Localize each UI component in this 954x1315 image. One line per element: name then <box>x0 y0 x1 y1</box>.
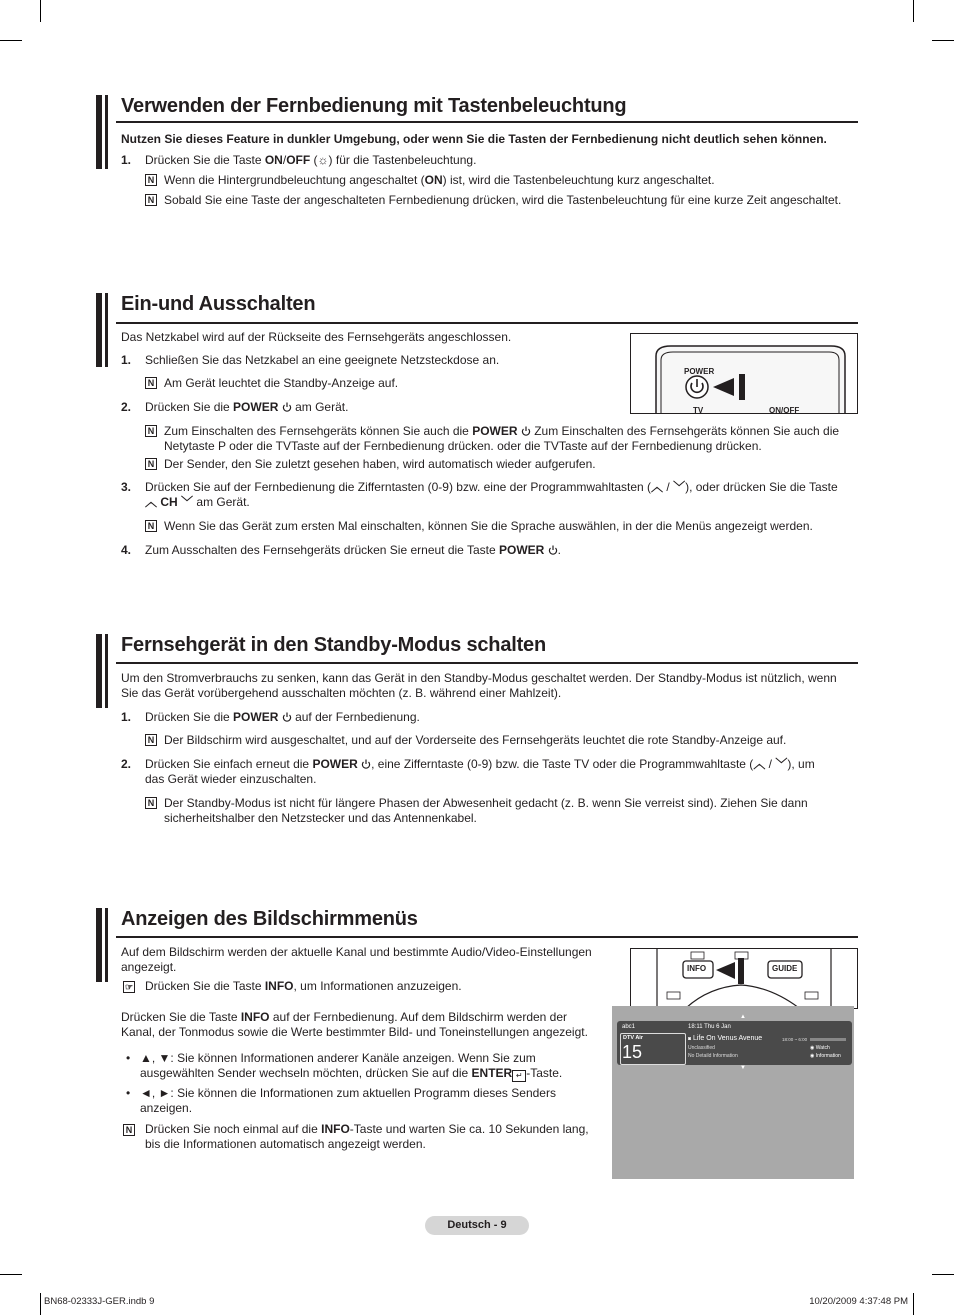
note-text: Sobald Sie eine Taste der angeschalteten Fernbedienung drücken, wird die Tastenbeleuchtung für eine kurze Zeit angeschaltet. <box>164 193 842 207</box>
crop-mark <box>913 1293 914 1315</box>
section-title: Anzeigen des Bildschirmmenüs <box>121 908 418 930</box>
chevron-down-icon: ﹀ <box>181 495 194 509</box>
osd-detail: No Detaild Information <box>688 1053 738 1059</box>
section-bar <box>96 634 102 708</box>
note-icon: N <box>145 734 157 746</box>
note-text: Der Sender, den Sie zuletzt gesehen haben, wird automatisch wieder aufgerufen. <box>164 457 596 471</box>
remote-info-drawing <box>631 949 857 1008</box>
remote-tv-label: TV <box>693 406 704 414</box>
osd-information: ◉ Information <box>810 1053 841 1059</box>
note-text: Drücken Sie noch einmal auf die INFO-Taste und warten Sie ca. 10 Sekunden lang, bis die Informationen automatisch angezeigt werden. <box>145 1122 589 1151</box>
crop-mark <box>932 40 954 41</box>
note-text: Der Standby-Modus ist nicht für längere Phasen der Abwesenheit gedacht (z. B. wenn Sie verreist sind). Ziehen Sie dann sicherheitshalber den Netzstecker und das Antennenkabel. <box>164 796 808 825</box>
section-bar <box>105 95 108 169</box>
section-bar <box>96 95 102 169</box>
section-title: Ein-und Ausschalten <box>121 293 316 315</box>
note-icon: N <box>145 458 157 470</box>
power-icon <box>282 711 292 721</box>
remote-guide-label: GUIDE <box>772 964 798 973</box>
bullet-text: ▲, ▼: Sie können Informationen anderer Kanäle anzeigen. Wenn Sie zum ausgewählten Sender wechseln möchten, drücken Sie auf die ENTER ↵ -Taste. <box>140 1051 563 1080</box>
step-number: 2. <box>121 757 132 771</box>
step-text: Drücken Sie die Taste ON/OFF (☼) für die Tastenbeleuchtung. <box>145 153 477 167</box>
step-text: Drücken Sie die POWER auf der Fernbedienung. <box>145 710 420 724</box>
tip-icon: ☞ <box>124 982 134 992</box>
bullet-marker: • <box>126 1051 131 1065</box>
section-onscreen-display <box>96 908 858 1188</box>
note-text: Wenn Sie das Gerät zum ersten Mal einschalten, können Sie die Sprache auswählen, in der die Menüs angezeigt werden. <box>164 519 813 533</box>
note-icon: N <box>145 520 157 532</box>
osd-screen <box>612 1006 854 1179</box>
bullet-text: ◄, ►: Sie können die Informationen zum aktuellen Programm dieses Senders anzeigen. <box>140 1086 556 1115</box>
crop-mark <box>40 1293 41 1315</box>
osd-arrow-down-icon: ▼ <box>740 1065 746 1071</box>
section-intro: Um den Stromverbrauchs zu senken, kann das Gerät in den Standby-Modus geschaltet werden. Der Standby-Modus ist nützlich, wenn Sie das Gerät vorübergehend ausschalten möchten (z. B. während einer Mahlzeit). <box>121 671 837 700</box>
power-icon <box>361 758 371 768</box>
section-intro: Nutzen Sie dieses Feature in dunkler Umgebung, oder wenn Sie die Tasten der Fernbedienung nicht deutlich sehen können. <box>121 132 827 146</box>
remote-info-label: INFO <box>687 964 707 973</box>
remote-power-illustration <box>630 333 858 414</box>
enter-icon: ↵ <box>512 1070 526 1082</box>
crop-mark <box>0 1274 22 1275</box>
chevron-up-icon: ︿ <box>145 495 158 509</box>
osd-source: DTV Air <box>623 1035 643 1041</box>
osd-time-range: 18:00 ~ 6:00 <box>782 1037 808 1042</box>
remote-power-label: POWER <box>684 367 715 376</box>
osd-program-title: ◙ Life On Venus Avenue <box>688 1035 763 1042</box>
step-number: 1. <box>121 153 132 167</box>
crop-mark <box>40 0 41 22</box>
tip-text: Drücken Sie die Taste INFO, um Informationen anzuzeigen. <box>145 979 462 993</box>
chevron-up-icon: ︿ <box>651 480 664 494</box>
remote-power-drawing <box>631 334 857 413</box>
step-number: 3. <box>121 480 132 494</box>
osd-classification: Unclassified <box>688 1045 715 1051</box>
step-number: 1. <box>121 710 132 724</box>
step-number: 2. <box>121 400 132 414</box>
section-bar <box>105 293 108 367</box>
chevron-down-icon: ﹀ <box>673 480 686 494</box>
power-icon <box>521 425 531 435</box>
section-title: Verwenden der Fernbedienung mit Tastenbeleuchtung <box>121 95 627 117</box>
note-icon: N <box>145 797 157 809</box>
bullet-marker: • <box>126 1086 131 1100</box>
note-text: Am Gerät leuchtet die Standby-Anzeige auf. <box>164 376 399 390</box>
section-rule <box>116 121 858 123</box>
note-icon: N <box>145 194 157 206</box>
remote-onoff-label: ON/OFF <box>769 406 800 414</box>
section-rule <box>116 322 858 324</box>
osd-arrow-up-icon: ▲ <box>740 1014 746 1020</box>
step-text: Schließen Sie das Netzkabel an eine geeignete Netzsteckdose an. <box>145 353 500 367</box>
section-intro: Das Netzkabel wird auf der Rückseite des Fernsehgeräts angeschlossen. <box>121 330 512 344</box>
step-number: 4. <box>121 543 132 557</box>
osd-program-icon: ◙ <box>688 1036 692 1042</box>
footer-file: BN68-02333J-GER.indb 9 <box>44 1296 155 1307</box>
footer-date: 10/20/2009 4:37:48 PM <box>809 1296 908 1307</box>
crop-mark <box>932 1274 954 1275</box>
osd-channel-name: abc1 <box>622 1024 636 1030</box>
section-bar <box>105 908 108 982</box>
note-icon: N <box>123 1124 135 1136</box>
paragraph: Drücken Sie die Taste INFO auf der Fernbedienung. Auf dem Bildschirm werden der Kanal, der Tonmodus sowie die Werte bestimmter Bild- und Toneinstellungen angezeigt. <box>121 1010 588 1039</box>
section-remote-backlight <box>96 95 858 215</box>
remote-info-illustration <box>630 948 858 1009</box>
power-icon <box>548 544 558 554</box>
osd-time: 18:11 Thu 6 Jan <box>688 1024 731 1030</box>
osd-channel-number: 15 <box>622 1042 643 1062</box>
step-number: 1. <box>121 353 132 367</box>
section-intro: Auf dem Bildschirm werden der aktuelle Kanal und bestimmte Audio/Video-Einstellungen angezeigt. <box>121 945 592 974</box>
section-rule <box>116 662 858 664</box>
section-title: Fernsehgerät in den Standby-Modus schalten <box>121 634 546 656</box>
section-rule <box>116 936 858 938</box>
step-text: Drücken Sie auf der Fernbedienung die Zifferntasten (0-9) bzw. eine der Programmwahltasten (︿ / ﹀), oder drücken Sie die Taste ︿ CH ﹀ am Gerät. <box>145 480 838 509</box>
note-text: Der Bildschirm wird ausgeschaltet, und auf der Vorderseite des Fernsehgeräts leuchtet die rote Standby-Anzeige auf. <box>164 733 787 747</box>
step-text: Drücken Sie die POWER am Gerät. <box>145 400 349 414</box>
crop-mark <box>0 40 22 41</box>
bulb-icon: ☼ <box>317 153 329 167</box>
osd-progress-bar <box>810 1038 846 1041</box>
section-bar <box>96 908 102 982</box>
note-text: Wenn die Hintergrundbeleuchtung angeschaltet (ON) ist, wird die Tastenbeleuchtung kurz angeschaltet. <box>164 173 715 187</box>
note-text: Zum Einschalten des Fernsehgeräts können Sie auch die POWER Zum Einschalten des Fernsehgeräts können Sie auch die Netytaste P oder die TVTaste auf der Fernbedienung drücken. oder die TVTaste auf der Fernbedienung drücken. <box>164 424 840 453</box>
step-text: Zum Ausschalten des Fernsehgeräts drücken Sie erneut die Taste POWER . <box>145 543 562 557</box>
chevron-up-icon: ︿ <box>753 757 766 771</box>
section-bar <box>105 634 108 708</box>
chevron-down-icon: ﹀ <box>775 757 788 771</box>
note-icon: N <box>145 377 157 389</box>
step-text: Drücken Sie einfach erneut die POWER , eine Zifferntaste (0-9) bzw. die Taste TV oder die Programmwahltaste (︿ / ﹀), um das Gerät wieder einzuschalten. <box>145 757 815 786</box>
section-power-on-off <box>96 293 858 568</box>
page-number-badge: Deutsch - 9 <box>425 1216 529 1235</box>
section-standby <box>96 634 858 834</box>
crop-mark <box>913 0 914 22</box>
note-icon: N <box>145 425 157 437</box>
power-icon <box>282 401 292 411</box>
note-icon: N <box>145 174 157 186</box>
section-bar <box>96 293 102 367</box>
osd-watch: ◉ Watch <box>810 1045 830 1051</box>
